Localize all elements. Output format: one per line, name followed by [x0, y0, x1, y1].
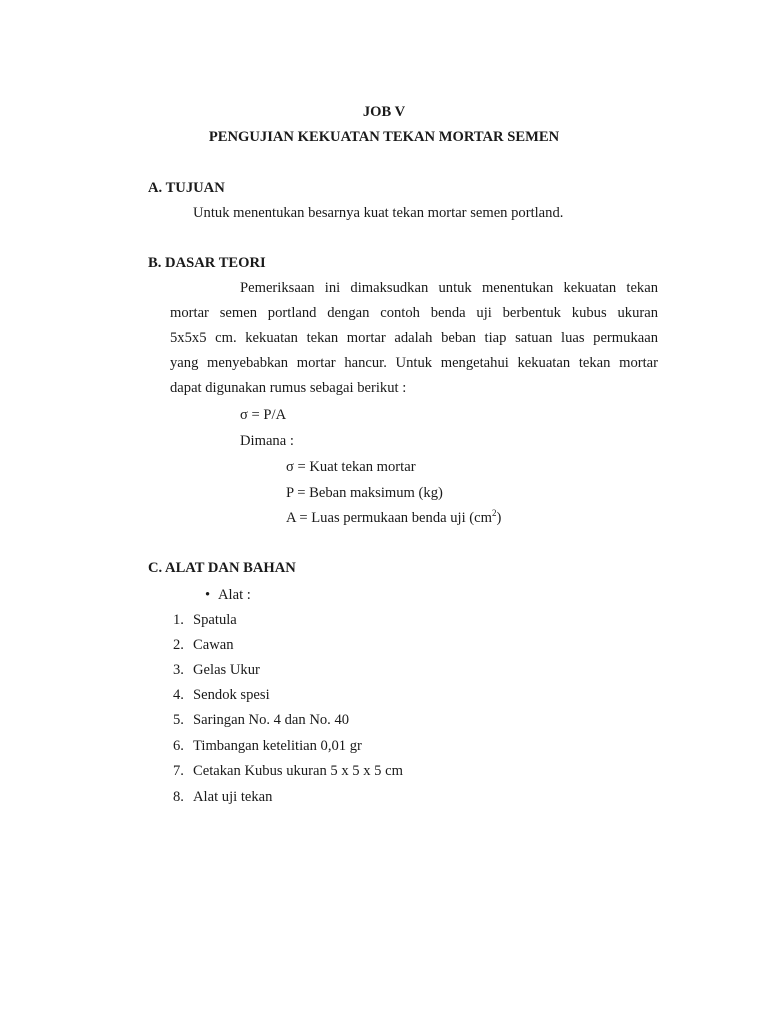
list-item-number: 6. [173, 738, 184, 754]
list-item: Timbangan ketelitian 0,01 gr [193, 738, 362, 754]
paragraph-line: dapat digunakan rumus sebagai berikut : [170, 380, 407, 396]
list-item: Cawan [193, 637, 234, 653]
list-item-number: 7. [173, 763, 184, 779]
dimana-label: Dimana : [240, 433, 294, 449]
list-item: Alat uji tekan [193, 789, 273, 805]
definition-sigma: σ = Kuat tekan mortar [286, 459, 416, 475]
bullet-label-alat: Alat : [218, 587, 251, 603]
main-title: PENGUJIAN KEKUATAN TEKAN MORTAR SEMEN [208, 129, 560, 145]
list-item-number: 2. [173, 637, 184, 653]
paragraph-line: mortar semen portland dengan contoh benda uji berbentuk kubus ukuran [170, 305, 658, 321]
bullet-icon: • [205, 587, 211, 603]
section-heading-alat-bahan: C. ALAT DAN BAHAN [148, 560, 296, 576]
definition-p: P = Beban maksimum (kg) [286, 485, 443, 501]
list-item-number: 1. [173, 612, 184, 628]
definition-a-text: A = Luas permukaan benda uji (cm [286, 510, 492, 526]
list-item-number: 3. [173, 662, 184, 678]
list-item: Spatula [193, 612, 237, 628]
list-item: Saringan No. 4 dan No. 40 [193, 712, 350, 728]
job-title: JOB V [362, 104, 406, 120]
list-item-number: 8. [173, 789, 184, 805]
list-item: Cetakan Kubus ukuran 5 x 5 x 5 cm [193, 763, 403, 779]
list-item: Gelas Ukur [193, 662, 260, 678]
list-item-number: 5. [173, 712, 184, 728]
paragraph-line: yang menyebabkan mortar hancur. Untuk mengetahui kekuatan tekan mortar [170, 355, 658, 371]
formula: σ = P/A [240, 407, 287, 423]
list-item: Sendok spesi [193, 687, 270, 703]
definition-a [286, 509, 501, 527]
definition-a-close: ) [496, 510, 502, 526]
tujuan-text: Untuk menentukan besarnya kuat tekan mortar semen portland. [193, 205, 564, 221]
paragraph-line: Pemeriksaan ini dimaksudkan untuk menentukan kekuatan tekan [240, 280, 658, 296]
section-heading-dasar-teori: B. DASAR TEORI [148, 255, 266, 271]
paragraph-line: 5x5x5 cm. kekuatan tekan mortar adalah beban tiap satuan luas permukaan [170, 330, 658, 346]
section-heading-tujuan: A. TUJUAN [148, 180, 225, 196]
superscript-2: 2 [492, 508, 497, 518]
list-item-number: 4. [173, 687, 184, 703]
